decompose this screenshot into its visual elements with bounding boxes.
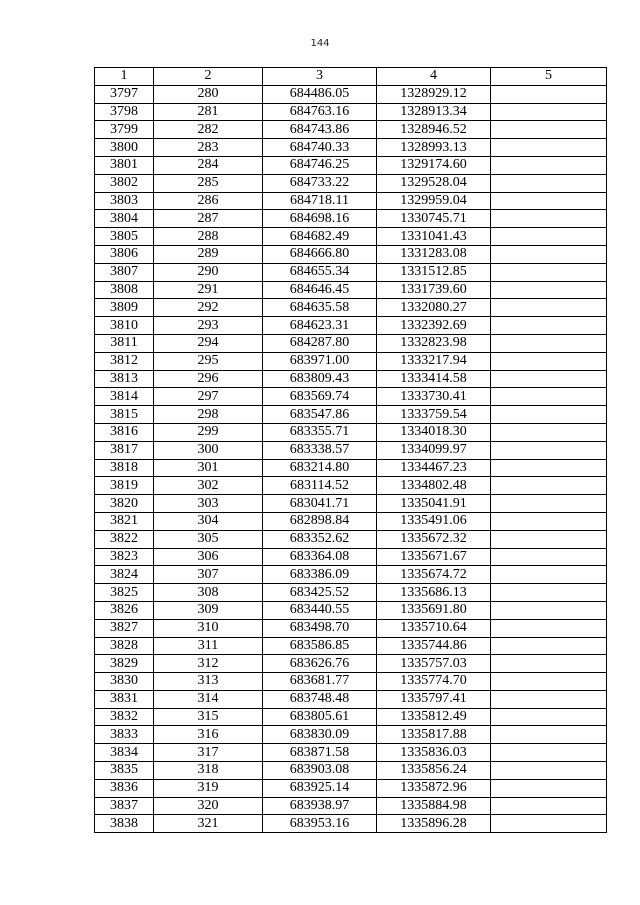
table-cell — [491, 406, 607, 424]
table-cell: 1333414.58 — [377, 370, 491, 388]
table-cell: 310 — [154, 619, 263, 637]
table-row — [95, 477, 607, 495]
table-cell: 683809.43 — [263, 370, 377, 388]
table-cell: 684740.33 — [263, 139, 377, 157]
table-cell: 1335774.70 — [377, 673, 491, 691]
table-cell: 683586.85 — [263, 637, 377, 655]
table-cell: 309 — [154, 601, 263, 619]
table-cell: 684666.80 — [263, 245, 377, 263]
table-cell: 299 — [154, 423, 263, 441]
coordinates-table — [94, 67, 607, 833]
table-cell: 1335812.49 — [377, 708, 491, 726]
table-cell: 3798 — [95, 103, 154, 121]
table-cell: 3806 — [95, 245, 154, 263]
table-row — [95, 744, 607, 762]
table-cell: 684486.05 — [263, 85, 377, 103]
table-cell: 1333730.41 — [377, 388, 491, 406]
table-row — [95, 690, 607, 708]
table-row — [95, 103, 607, 121]
table-row — [95, 245, 607, 263]
table-cell — [491, 477, 607, 495]
table-cell: 3803 — [95, 192, 154, 210]
table-cell: 683440.55 — [263, 601, 377, 619]
table-cell: 1329174.60 — [377, 156, 491, 174]
table-cell: 1335671.67 — [377, 548, 491, 566]
table-cell: 3817 — [95, 441, 154, 459]
table-cell — [491, 690, 607, 708]
table-cell: 683547.86 — [263, 406, 377, 424]
table-cell: 298 — [154, 406, 263, 424]
table-cell: 3812 — [95, 352, 154, 370]
page-number: 144 — [310, 38, 330, 49]
table-cell: 289 — [154, 245, 263, 263]
table-row — [95, 156, 607, 174]
table-cell: 1335872.96 — [377, 779, 491, 797]
table-cell: 683748.48 — [263, 690, 377, 708]
table-cell: 280 — [154, 85, 263, 103]
table-cell: 1335757.03 — [377, 655, 491, 673]
table-cell — [491, 139, 607, 157]
table-cell: 1333217.94 — [377, 352, 491, 370]
table-cell — [491, 317, 607, 335]
table-cell — [491, 726, 607, 744]
table-row — [95, 673, 607, 691]
table-cell: 301 — [154, 459, 263, 477]
table-cell: 3810 — [95, 317, 154, 335]
table-cell — [491, 797, 607, 815]
table-cell: 313 — [154, 673, 263, 691]
table-cell: 1334467.23 — [377, 459, 491, 477]
table-cell: 683214.80 — [263, 459, 377, 477]
table-cell: 3805 — [95, 228, 154, 246]
table-cell: 3836 — [95, 779, 154, 797]
table-cell: 1330745.71 — [377, 210, 491, 228]
table-cell: 1334099.97 — [377, 441, 491, 459]
column-header: 3 — [263, 68, 377, 86]
table-cell — [491, 566, 607, 584]
table-cell: 684623.31 — [263, 317, 377, 335]
table-cell: 1335744.86 — [377, 637, 491, 655]
table-cell — [491, 228, 607, 246]
table-cell — [491, 103, 607, 121]
table-cell: 282 — [154, 121, 263, 139]
table-cell: 683041.71 — [263, 495, 377, 513]
table-cell — [491, 85, 607, 103]
table-cell: 3832 — [95, 708, 154, 726]
table-row — [95, 192, 607, 210]
table-cell: 683805.61 — [263, 708, 377, 726]
table-row — [95, 601, 607, 619]
table-row — [95, 815, 607, 833]
table-cell: 1335672.32 — [377, 530, 491, 548]
table-cell: 3835 — [95, 762, 154, 780]
table-cell: 292 — [154, 299, 263, 317]
table-cell: 1332080.27 — [377, 299, 491, 317]
table-cell: 1335896.28 — [377, 815, 491, 833]
table-cell: 3824 — [95, 566, 154, 584]
table-cell: 684733.22 — [263, 174, 377, 192]
table-cell: 3797 — [95, 85, 154, 103]
table-cell: 3813 — [95, 370, 154, 388]
table-cell: 3800 — [95, 139, 154, 157]
table-row — [95, 459, 607, 477]
table-cell: 321 — [154, 815, 263, 833]
table-cell — [491, 281, 607, 299]
table-cell: 1329959.04 — [377, 192, 491, 210]
table-row — [95, 584, 607, 602]
table-cell: 1335691.80 — [377, 601, 491, 619]
table-cell: 1331739.60 — [377, 281, 491, 299]
table-row — [95, 228, 607, 246]
table-cell: 319 — [154, 779, 263, 797]
table-row — [95, 655, 607, 673]
table-cell: 300 — [154, 441, 263, 459]
table-cell: 3822 — [95, 530, 154, 548]
table-cell: 1331041.43 — [377, 228, 491, 246]
table-cell: 320 — [154, 797, 263, 815]
table-cell: 683871.58 — [263, 744, 377, 762]
table-row — [95, 495, 607, 513]
table-cell: 1335491.06 — [377, 512, 491, 530]
table-cell: 3814 — [95, 388, 154, 406]
table-row — [95, 299, 607, 317]
table-cell: 1334802.48 — [377, 477, 491, 495]
table-row — [95, 619, 607, 637]
table-cell: 302 — [154, 477, 263, 495]
table-cell — [491, 619, 607, 637]
table-cell — [491, 174, 607, 192]
table-cell: 3834 — [95, 744, 154, 762]
table-cell — [491, 495, 607, 513]
table-cell: 3837 — [95, 797, 154, 815]
table-cell: 1333759.54 — [377, 406, 491, 424]
table-cell: 684682.49 — [263, 228, 377, 246]
table-cell: 303 — [154, 495, 263, 513]
table-cell: 316 — [154, 726, 263, 744]
table-row — [95, 352, 607, 370]
column-header: 5 — [491, 68, 607, 86]
table-cell: 304 — [154, 512, 263, 530]
table-cell: 290 — [154, 263, 263, 281]
table-cell: 683903.08 — [263, 762, 377, 780]
table-cell — [491, 512, 607, 530]
table-cell: 3820 — [95, 495, 154, 513]
table-cell: 3804 — [95, 210, 154, 228]
table-cell — [491, 530, 607, 548]
table-row — [95, 797, 607, 815]
table-cell: 293 — [154, 317, 263, 335]
table-row — [95, 263, 607, 281]
table-cell — [491, 334, 607, 352]
table-cell: 683364.08 — [263, 548, 377, 566]
table-cell: 684287.80 — [263, 334, 377, 352]
table-cell: 684635.58 — [263, 299, 377, 317]
table-cell: 311 — [154, 637, 263, 655]
table-cell: 683569.74 — [263, 388, 377, 406]
table-cell: 1335041.91 — [377, 495, 491, 513]
table-cell: 683925.14 — [263, 779, 377, 797]
table-cell: 3809 — [95, 299, 154, 317]
table-cell — [491, 245, 607, 263]
table-cell — [491, 637, 607, 655]
table-cell — [491, 744, 607, 762]
table-body — [95, 85, 607, 832]
table-cell — [491, 762, 607, 780]
table-cell: 683338.57 — [263, 441, 377, 459]
table-row — [95, 210, 607, 228]
table-cell: 3830 — [95, 673, 154, 691]
table-cell: 683386.09 — [263, 566, 377, 584]
table-cell: 1328993.13 — [377, 139, 491, 157]
table-row — [95, 281, 607, 299]
table-cell: 683352.62 — [263, 530, 377, 548]
table-cell: 312 — [154, 655, 263, 673]
table-row — [95, 370, 607, 388]
table-cell: 1335686.13 — [377, 584, 491, 602]
table-row — [95, 139, 607, 157]
table-cell — [491, 441, 607, 459]
table-cell: 286 — [154, 192, 263, 210]
table-cell — [491, 156, 607, 174]
table-cell: 3807 — [95, 263, 154, 281]
table-row — [95, 566, 607, 584]
table-cell — [491, 548, 607, 566]
table-cell: 306 — [154, 548, 263, 566]
table-cell — [491, 388, 607, 406]
table-cell: 3828 — [95, 637, 154, 655]
table-cell: 3823 — [95, 548, 154, 566]
table-cell: 3821 — [95, 512, 154, 530]
table-cell: 1335710.64 — [377, 619, 491, 637]
table-cell: 684646.45 — [263, 281, 377, 299]
table-cell: 3825 — [95, 584, 154, 602]
table-cell — [491, 601, 607, 619]
table-row — [95, 317, 607, 335]
table-cell — [491, 584, 607, 602]
table-cell — [491, 210, 607, 228]
table-cell: 295 — [154, 352, 263, 370]
table-row — [95, 637, 607, 655]
table-cell: 317 — [154, 744, 263, 762]
table-cell: 1331283.08 — [377, 245, 491, 263]
table-cell — [491, 121, 607, 139]
table-cell — [491, 370, 607, 388]
table-cell: 3833 — [95, 726, 154, 744]
table-row — [95, 708, 607, 726]
table-cell: 1335884.98 — [377, 797, 491, 815]
table-cell: 683355.71 — [263, 423, 377, 441]
table-row — [95, 779, 607, 797]
table-cell: 1332392.69 — [377, 317, 491, 335]
table-cell: 683953.16 — [263, 815, 377, 833]
table-cell: 684698.16 — [263, 210, 377, 228]
table-cell — [491, 459, 607, 477]
table-cell: 1328913.34 — [377, 103, 491, 121]
table-header-row — [95, 68, 607, 86]
table-row — [95, 121, 607, 139]
table-cell: 684746.25 — [263, 156, 377, 174]
table-cell: 684743.86 — [263, 121, 377, 139]
table-cell — [491, 655, 607, 673]
table-cell: 307 — [154, 566, 263, 584]
table-cell: 291 — [154, 281, 263, 299]
table-cell: 682898.84 — [263, 512, 377, 530]
table-cell: 1331512.85 — [377, 263, 491, 281]
table-cell: 318 — [154, 762, 263, 780]
table-cell: 3808 — [95, 281, 154, 299]
table-cell: 683830.09 — [263, 726, 377, 744]
table-cell: 1335674.72 — [377, 566, 491, 584]
table-cell: 315 — [154, 708, 263, 726]
table-cell: 288 — [154, 228, 263, 246]
table-cell: 285 — [154, 174, 263, 192]
table-cell — [491, 815, 607, 833]
table-cell: 284 — [154, 156, 263, 174]
table-cell: 3802 — [95, 174, 154, 192]
table-cell: 314 — [154, 690, 263, 708]
table-cell: 287 — [154, 210, 263, 228]
table-cell: 297 — [154, 388, 263, 406]
column-header: 4 — [377, 68, 491, 86]
table-cell — [491, 263, 607, 281]
table-cell: 3827 — [95, 619, 154, 637]
table-cell: 1335836.03 — [377, 744, 491, 762]
table-cell: 683498.70 — [263, 619, 377, 637]
table-cell: 683626.76 — [263, 655, 377, 673]
table-cell: 683114.52 — [263, 477, 377, 495]
table-cell: 1335797.41 — [377, 690, 491, 708]
table-cell: 1332823.98 — [377, 334, 491, 352]
table-cell: 294 — [154, 334, 263, 352]
table-cell: 3816 — [95, 423, 154, 441]
table-cell: 3801 — [95, 156, 154, 174]
table-cell — [491, 423, 607, 441]
table-row — [95, 512, 607, 530]
table-cell: 684718.11 — [263, 192, 377, 210]
table-cell: 1334018.30 — [377, 423, 491, 441]
table-row — [95, 530, 607, 548]
table-cell: 1329528.04 — [377, 174, 491, 192]
table-cell — [491, 192, 607, 210]
table-row — [95, 762, 607, 780]
table-cell: 683425.52 — [263, 584, 377, 602]
table-cell: 1328946.52 — [377, 121, 491, 139]
table-cell: 1335856.24 — [377, 762, 491, 780]
table-cell: 683681.77 — [263, 673, 377, 691]
table-cell: 305 — [154, 530, 263, 548]
table-cell: 3829 — [95, 655, 154, 673]
table-row — [95, 548, 607, 566]
table-cell: 683938.97 — [263, 797, 377, 815]
table-row — [95, 388, 607, 406]
table-cell: 3819 — [95, 477, 154, 495]
table-row — [95, 441, 607, 459]
table-row — [95, 406, 607, 424]
column-header: 2 — [154, 68, 263, 86]
table-cell: 1335817.88 — [377, 726, 491, 744]
table-cell: 308 — [154, 584, 263, 602]
table-cell: 3826 — [95, 601, 154, 619]
table-cell: 296 — [154, 370, 263, 388]
table-cell: 3799 — [95, 121, 154, 139]
table-cell: 684763.16 — [263, 103, 377, 121]
table-cell: 281 — [154, 103, 263, 121]
table-cell: 283 — [154, 139, 263, 157]
table-row — [95, 726, 607, 744]
table-cell: 1328929.12 — [377, 85, 491, 103]
table-cell: 3818 — [95, 459, 154, 477]
table-cell — [491, 779, 607, 797]
table-cell: 3831 — [95, 690, 154, 708]
table-cell — [491, 352, 607, 370]
table-cell — [491, 299, 607, 317]
table-cell: 684655.34 — [263, 263, 377, 281]
table-cell: 683971.00 — [263, 352, 377, 370]
table-cell: 3838 — [95, 815, 154, 833]
column-header: 1 — [95, 68, 154, 86]
table-cell — [491, 708, 607, 726]
table-row — [95, 334, 607, 352]
table-cell: 3815 — [95, 406, 154, 424]
table-row — [95, 174, 607, 192]
table-row — [95, 85, 607, 103]
table-row — [95, 423, 607, 441]
table-cell — [491, 673, 607, 691]
table-cell: 3811 — [95, 334, 154, 352]
